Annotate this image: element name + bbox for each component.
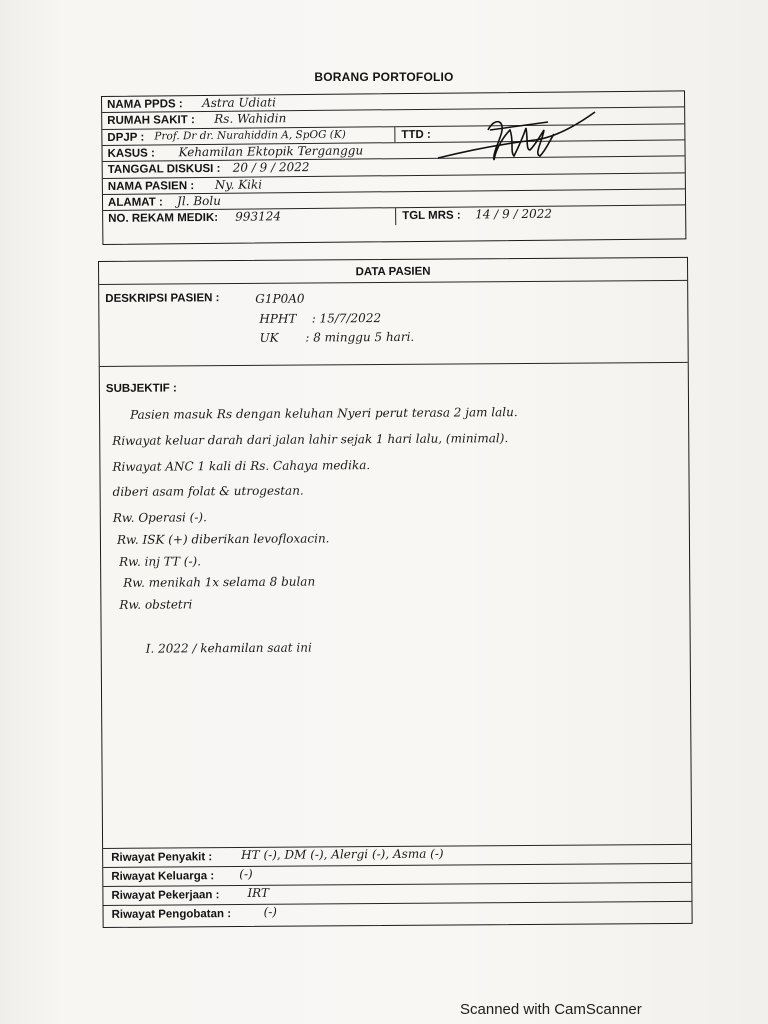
tgl-mrs-value: 14 / 9 / 2022	[475, 206, 553, 222]
subjektif-line: Riwayat keluar darah dari jalan lahir sejak 1 hari lalu, (minimal).	[112, 431, 509, 448]
dpjp-value: Prof. Dr dr. Nurahiddin A, SpOG (K)	[154, 128, 346, 143]
tanggal-diskusi-label: TANGGAL DISKUSI :	[107, 163, 221, 177]
subjektif-line: Rw. Operasi (-).	[112, 510, 207, 525]
form-title: BORANG PORTOFOLIO	[314, 70, 454, 84]
nama-pasien-label: NAMA PASIEN :	[107, 179, 195, 193]
nama-ppds-label: NAMA PPDS :	[107, 98, 183, 111]
riwayat-pengobatan-row	[103, 901, 691, 925]
subjektif-line: Rw. menikah 1x selama 8 bulan	[123, 574, 316, 590]
subjektif-line: diberi asam folat & utrogestan.	[112, 483, 304, 499]
alamat-label: ALAMAT :	[107, 196, 163, 209]
subjektif-line: Pasien masuk Rs dengan keluhan Nyeri perut terasa 2 jam lalu.	[130, 405, 518, 422]
riwayat-label: Riwayat Pekerjaan :	[111, 889, 220, 902]
subjektif-line: Rw. obstetri	[119, 597, 193, 612]
tgl-mrs-label: TGL MRS :	[402, 209, 461, 223]
alamat-value: Jl. Bolu	[176, 193, 221, 209]
signature-scribble	[430, 100, 600, 170]
riwayat-value: (-)	[263, 904, 278, 919]
rumah-sakit-label: RUMAH SAKIT :	[107, 114, 195, 128]
riwayat-value: IRT	[247, 885, 270, 900]
nama-pasien-value: Ny. Kiki	[214, 177, 263, 192]
rekam-medik-label: NO. REKAM MEDIK:	[108, 212, 219, 226]
kasus-label: KASUS :	[107, 147, 155, 160]
rekam-medik-value: 993124	[235, 209, 282, 225]
kasus-value: Kehamilan Ektopik Terganggu	[178, 143, 364, 160]
riwayat-value: (-)	[239, 866, 253, 882]
camscanner-watermark: Scanned with CamScanner	[460, 1001, 642, 1018]
ttd-label: TTD :	[401, 128, 431, 141]
rumah-sakit-value: Rs. Wahidin	[214, 111, 287, 127]
subjektif-line: Rw. inj TT (-).	[119, 554, 202, 569]
dpjp-label: DPJP :	[107, 131, 145, 144]
data-pasien-box	[98, 257, 693, 928]
riwayat-label: Riwayat Penyakit :	[111, 851, 213, 864]
data-pasien-heading: DATA PASIEN	[99, 258, 687, 285]
deskripsi-line: HPHT : 15/7/2022	[259, 311, 382, 326]
riwayat-value: HT (-), DM (-), Alergi (-), Asma (-)	[241, 846, 444, 863]
subjektif-line: I. 2022 / kehamilan saat ini	[145, 640, 312, 656]
tanggal-diskusi-value: 20 / 9 / 2022	[232, 160, 310, 176]
riwayat-label: Riwayat Keluarga :	[111, 870, 215, 883]
deskripsi-label: DESKRIPSI PASIEN :	[105, 292, 220, 305]
riwayat-label: Riwayat Pengobatan :	[111, 908, 232, 921]
subjektif-line: Rw. ISK (+) diberikan levofloxacin.	[116, 531, 330, 547]
deskripsi-line: G1P0A0	[255, 291, 305, 306]
section-divider	[100, 362, 688, 367]
subjektif-line: Riwayat ANC 1 kali di Rs. Cahaya medika.	[112, 458, 371, 474]
deskripsi-line: UK : 8 minggu 5 hari.	[259, 329, 415, 345]
subjektif-label: SUBJEKTIF :	[105, 382, 177, 395]
nama-ppds-value: Astra Udiati	[202, 95, 276, 111]
